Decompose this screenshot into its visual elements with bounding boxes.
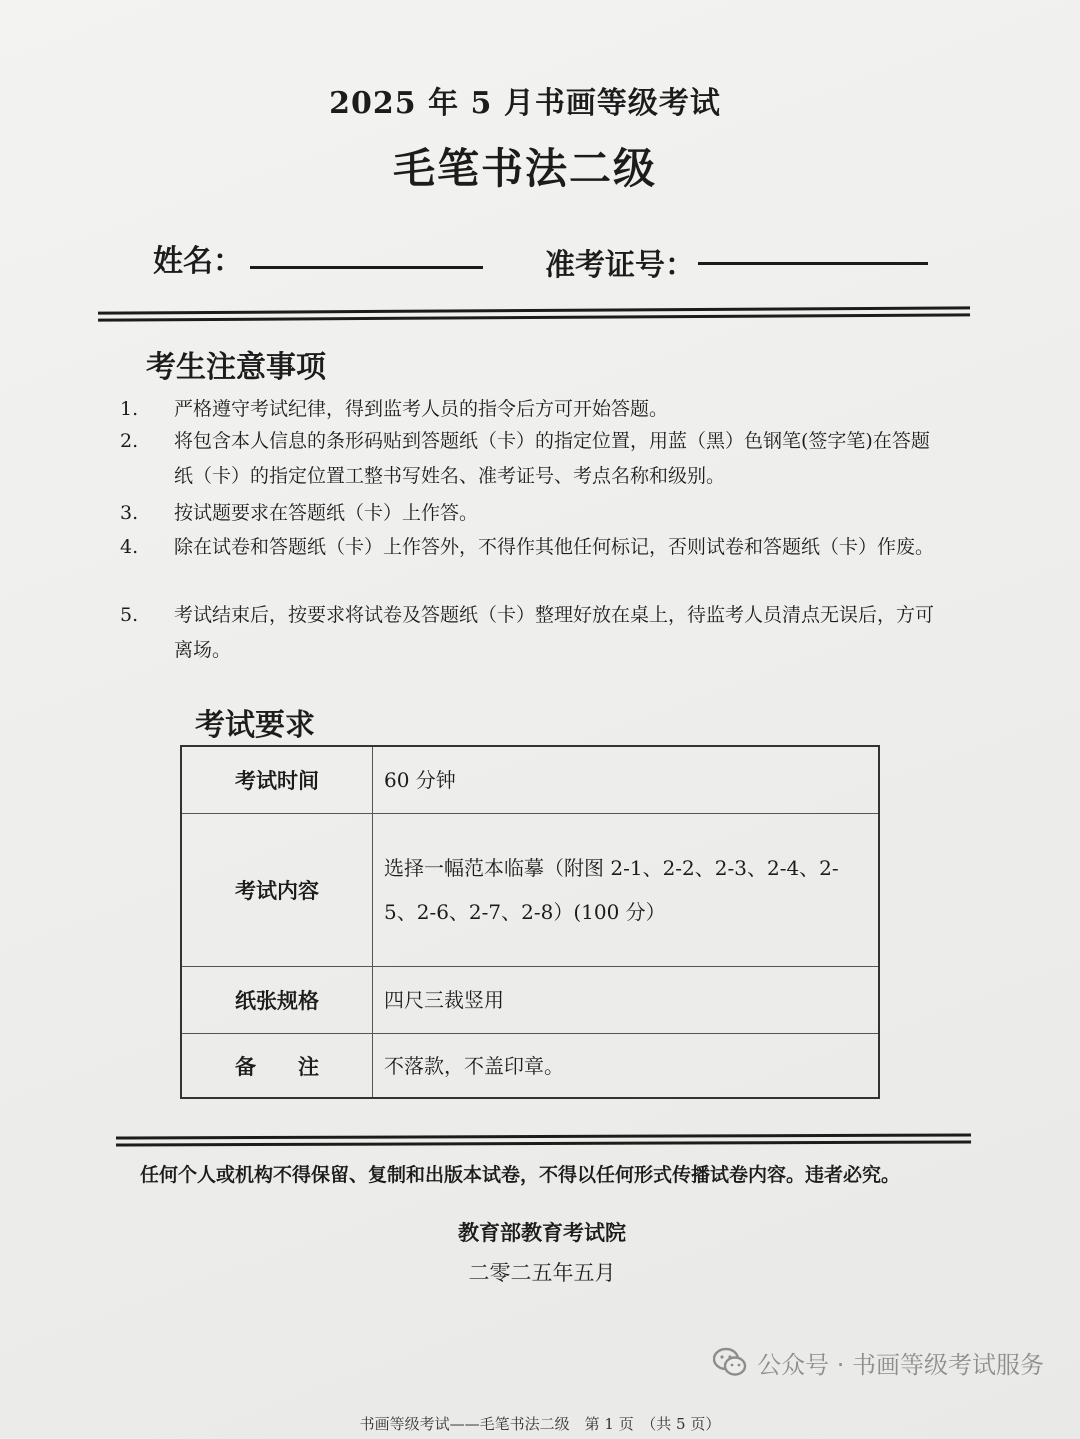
- table-row: [182, 814, 878, 967]
- notice-item-text: 将包含本人信息的条形码贴到答题纸（卡）的指定位置，用蓝（黑）色钢笔(签字笔)在答题纸（卡）的指定位置工整书写姓名、准考证号、考点名称和级别。: [174, 430, 930, 487]
- requirement-key: 备 注: [182, 1034, 373, 1097]
- requirement-value: 选择一幅范本临摹（附图 2-1、2-2、2-3、2-4、2-5、2-6、2-7、2-8）(100 分）: [384, 856, 839, 924]
- notice-item: [120, 598, 940, 668]
- requirement-value: 四尺三裁竖用: [384, 988, 504, 1012]
- notice-item: [120, 424, 940, 494]
- notice-item-number: 1.: [120, 398, 139, 420]
- notice-item: [120, 392, 940, 427]
- name-label: 姓名：: [153, 244, 243, 279]
- page-footer: 书画等级考试——毛笔书法二级 第 1 页 （共 5 页）: [359, 1415, 721, 1433]
- notice-item-number: 4.: [120, 536, 139, 558]
- exam-id-label: 准考证号：: [545, 248, 695, 283]
- exam-title: 2025 年 5 月书画等级考试: [329, 86, 721, 121]
- watermark-text: 公众号 · 书画等级考试服务: [757, 1350, 1044, 1379]
- notice-item-text: 考试结束后，按要求将试卷及答题纸（卡）整理好放在桌上，待监考人员清点无误后，方可离场。: [174, 604, 935, 661]
- notice-item-number: 3.: [120, 502, 139, 524]
- notice-item-number: 5.: [120, 604, 139, 626]
- table-row: [182, 1034, 878, 1097]
- requirements-title: 考试要求: [195, 708, 315, 743]
- exam-id-blank: [698, 262, 928, 265]
- table-row: [182, 747, 878, 814]
- copyright-notice: 任何个人或机构不得保留、复制和出版本试卷，不得以任何形式传播试卷内容。违者必究。: [140, 1164, 901, 1186]
- wechat-icon: [713, 1347, 747, 1377]
- notice-item-text: 按试题要求在答题纸（卡）上作答。: [174, 502, 479, 524]
- notice-item-text: 除在试卷和答题纸（卡）上作答外，不得作其他任何标记，否则试卷和答题纸（卡）作废。: [174, 536, 935, 558]
- requirement-key: 考试时间: [182, 747, 373, 813]
- notice-item: [120, 496, 940, 531]
- issuer: 教育部教育考试院: [458, 1220, 626, 1245]
- name-blank: [250, 266, 483, 269]
- watermark: [624, 1342, 1044, 1382]
- requirement-value: 不落款，不盖印章。: [384, 1053, 564, 1078]
- notice-item-number: 2.: [120, 430, 139, 452]
- top-divider: [98, 306, 970, 314]
- notice-title: 考生注意事项: [146, 350, 326, 385]
- notice-item: [120, 530, 940, 600]
- requirement-value: 60 分钟: [384, 768, 456, 792]
- issue-date: 二零二五年五月: [468, 1261, 616, 1285]
- table-row: [182, 967, 878, 1034]
- notice-item-text: 严格遵守考试纪律，得到监考人员的指令后方可开始答题。: [174, 398, 669, 420]
- requirements-table: [180, 745, 880, 1099]
- requirement-key: 考试内容: [182, 814, 373, 966]
- bottom-divider: [116, 1134, 971, 1140]
- requirement-key: 纸张规格: [182, 967, 373, 1033]
- exam-subject-title: 毛笔书法二级: [392, 144, 657, 193]
